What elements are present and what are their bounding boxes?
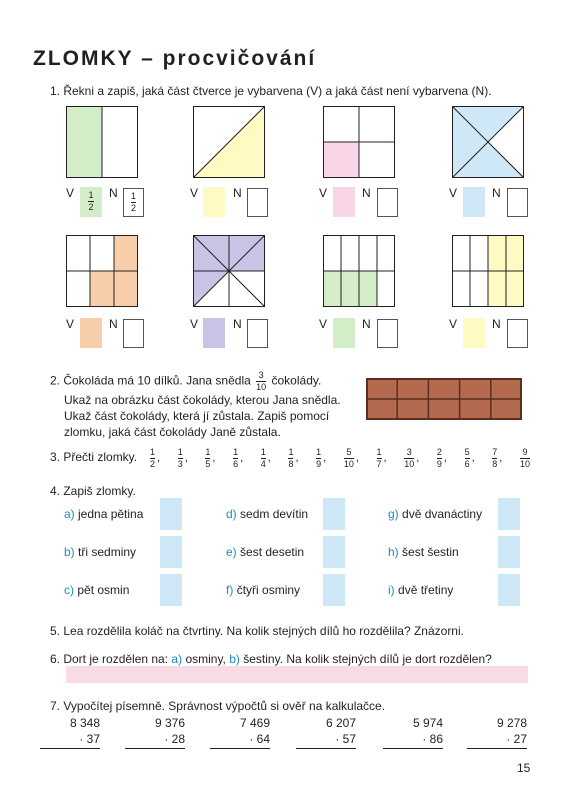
multiplicand: 9 376	[154, 716, 185, 730]
multiplier: · 64	[249, 732, 270, 746]
multiplicand: 8 348	[69, 716, 100, 730]
task2-line1a: 2. Čokoláda má 10 dílků. Jana snědla	[50, 373, 251, 388]
fractions-row	[150, 446, 530, 470]
label-v: V	[319, 186, 328, 200]
fraction-denominator: 8	[492, 458, 498, 469]
label-n: N	[109, 186, 118, 200]
answer-box-empty[interactable]	[247, 188, 268, 217]
fraction-denominator: 10	[404, 458, 415, 469]
task6-text	[50, 651, 492, 667]
comma-separator: ,	[323, 452, 327, 464]
multiplicand: 6 207	[325, 716, 356, 730]
fraction	[404, 448, 414, 469]
item-letter: c)	[64, 583, 74, 597]
fraction-numerator: 1	[376, 446, 382, 457]
comma-separator: ,	[240, 452, 244, 464]
fraction-denominator: 9	[316, 458, 322, 469]
label-n: N	[492, 186, 501, 200]
answer-box[interactable]	[160, 498, 182, 530]
square-eighths-star	[193, 235, 265, 307]
comma-separator: ,	[184, 452, 188, 464]
item-letter: d)	[226, 507, 237, 521]
page-number: 15	[517, 761, 531, 775]
task4-item	[388, 583, 453, 597]
fraction-numerator: 1	[150, 446, 156, 457]
multiplication-problem	[467, 715, 527, 749]
label-v: V	[449, 186, 458, 200]
fraction-denominator: 10	[343, 458, 354, 469]
task6-a-text: osminy,	[185, 652, 226, 666]
comma-separator: ,	[471, 452, 475, 464]
fraction	[377, 448, 382, 469]
comma-separator: ,	[499, 452, 503, 464]
fraction-denominator: 8	[288, 458, 294, 469]
answer-box-colored[interactable]	[463, 318, 485, 348]
fraction-numerator: 3	[406, 446, 412, 457]
answer-box[interactable]	[498, 536, 520, 568]
task6-end: Na kolik stejných dílů je dort rozdělen?	[286, 652, 492, 666]
page-title: ZLOMKY – procvičování	[33, 47, 317, 70]
fraction	[205, 448, 210, 469]
label-n: N	[362, 317, 371, 331]
fraction-numerator: 1	[260, 446, 266, 457]
answer-box-empty[interactable]	[377, 188, 398, 217]
multiplication-problem	[40, 715, 100, 749]
label-n: N	[109, 317, 118, 331]
fraction-numerator: 7	[492, 446, 498, 457]
square-diagonal-quarters	[452, 106, 524, 178]
comma-separator: ,	[212, 452, 216, 464]
label-n: N	[362, 186, 371, 200]
answer-box-empty[interactable]	[377, 319, 398, 348]
result-line	[296, 748, 356, 749]
label-v: V	[190, 186, 199, 200]
answer-box[interactable]	[498, 574, 520, 606]
answer-box-colored[interactable]	[203, 187, 225, 217]
fraction	[288, 448, 293, 469]
result-line	[210, 748, 270, 749]
answer-box-empty[interactable]	[247, 319, 268, 348]
task1-text: 1. Řekni a zapiš, jaká část čtverce je vybarvena (V) a jaká část není vybarvena (N).	[50, 84, 492, 98]
item-text: čtyři osminy	[236, 583, 301, 597]
fraction-numerator: 1	[205, 446, 211, 457]
label-n: N	[233, 186, 242, 200]
multiplicand: 7 469	[239, 716, 270, 730]
fraction-denominator: 4	[260, 458, 266, 469]
item-text: jedna pětina	[78, 507, 144, 521]
fraction-numerator: 1	[177, 446, 183, 457]
fraction-denominator: 6	[464, 458, 470, 469]
label-v: V	[190, 317, 199, 331]
comma-separator: ,	[355, 452, 359, 464]
fraction	[178, 448, 183, 469]
task6-b-text: šestiny.	[243, 652, 284, 666]
label-v: V	[319, 317, 328, 331]
fraction	[150, 448, 155, 469]
fraction	[437, 448, 442, 469]
item-text: dvě dvanáctiny	[402, 507, 483, 521]
comma-separator: ,	[267, 452, 271, 464]
item-letter: e)	[226, 545, 237, 559]
fraction-denominator: 7	[376, 458, 382, 469]
fraction	[233, 448, 238, 469]
task6-b-letter: b)	[229, 652, 240, 666]
task6-start: 6. Dort je rozdělen na:	[50, 652, 169, 666]
task2-line3: Ukaž část čokolády, která jí zůstala. Zapiš pomocí	[64, 409, 330, 423]
item-text: šest desetin	[240, 545, 305, 559]
task2-frac-num: 3	[258, 370, 264, 380]
fraction	[261, 448, 266, 469]
fraction-numerator: 9	[522, 446, 528, 457]
fraction-numerator: 1	[288, 446, 294, 457]
square-sixths	[66, 235, 138, 307]
comma-separator: ,	[443, 452, 447, 464]
item-text: šest šestin	[402, 545, 459, 559]
answer-box-empty[interactable]	[507, 319, 528, 348]
square-quarters	[323, 106, 395, 178]
fraction-denominator: 10	[519, 458, 530, 469]
task2-line1b: čokolády.	[271, 373, 322, 388]
square-halves-vertical	[66, 106, 138, 178]
item-letter: h)	[388, 545, 399, 559]
multiplier: · 37	[79, 732, 100, 746]
task4-item	[64, 507, 143, 521]
answer-line[interactable]	[66, 666, 528, 683]
task4-item	[226, 583, 300, 597]
item-letter: i)	[388, 583, 395, 597]
fraction-numerator: 5	[346, 446, 352, 457]
comma-separator: ,	[383, 452, 387, 464]
multiplier: · 27	[506, 732, 527, 746]
result-line	[40, 748, 100, 749]
label-n: N	[492, 317, 501, 331]
result-line	[383, 748, 443, 749]
task4-text: 4. Zapiš zlomky.	[50, 484, 136, 498]
multiplier: · 86	[422, 732, 443, 746]
item-letter: a)	[64, 507, 75, 521]
fraction-numerator: 2	[436, 446, 442, 457]
answer-box-colored[interactable]	[333, 187, 355, 217]
task4-item	[64, 583, 129, 597]
example-n-den: 2	[130, 203, 136, 213]
answer-box[interactable]	[323, 498, 345, 530]
task4-item	[226, 545, 304, 559]
task4-item	[388, 545, 459, 559]
item-text: pět osmin	[77, 583, 130, 597]
answer-box-colored[interactable]	[80, 187, 102, 217]
multiplication-problem	[210, 715, 270, 749]
fraction-numerator: 5	[464, 446, 470, 457]
label-v: V	[449, 317, 458, 331]
square-eighths-grid	[323, 235, 395, 307]
answer-box-empty[interactable]	[123, 319, 144, 348]
answer-box[interactable]	[160, 574, 182, 606]
task3-text: 3. Přečti zlomky.	[50, 450, 138, 464]
comma-separator: ,	[295, 452, 299, 464]
item-letter: b)	[64, 545, 75, 559]
item-text: dvě třetiny	[398, 583, 454, 597]
fraction-denominator: 2	[150, 458, 156, 469]
answer-box[interactable]	[160, 536, 182, 568]
multiplication-problem	[296, 715, 356, 749]
fraction-numerator: 1	[316, 446, 322, 457]
fraction-denominator: 3	[177, 458, 183, 469]
fraction	[316, 448, 321, 469]
fraction-numerator: 1	[233, 446, 239, 457]
answer-box-colored[interactable]	[80, 318, 102, 348]
task2-line4: zlomku, jaká část čokolády Janě zůstala.	[64, 425, 281, 439]
result-line	[467, 748, 527, 749]
task6-a-letter: a)	[171, 652, 183, 666]
multiplier: · 28	[164, 732, 185, 746]
label-v: V	[66, 186, 75, 200]
task4-item	[64, 545, 136, 559]
multiplier: · 57	[335, 732, 356, 746]
comma-separator: ,	[157, 452, 161, 464]
task4-item	[388, 507, 482, 521]
label-v: V	[66, 317, 75, 331]
answer-box-colored[interactable]	[333, 318, 355, 348]
task7-text: 7. Vypočítej písemně. Správnost výpočtů si ověř na kalkulačce.	[50, 699, 386, 713]
task2-text	[50, 371, 341, 440]
square-halves-diagonal	[193, 106, 265, 178]
task2-line2: Ukaž na obrázku část čokolády, kterou Jana snědla.	[64, 393, 341, 407]
comma-separator: ,	[416, 452, 420, 464]
fraction	[520, 448, 530, 469]
fraction	[465, 448, 470, 469]
fraction-denominator: 5	[205, 458, 211, 469]
fraction	[344, 448, 354, 469]
example-v-num: 1	[88, 190, 94, 200]
label-n: N	[233, 317, 242, 331]
answer-box-empty[interactable]	[507, 188, 528, 217]
answer-box-colored[interactable]	[463, 187, 485, 217]
answer-box-empty[interactable]	[123, 188, 144, 217]
example-v-den: 2	[88, 202, 94, 212]
result-line	[125, 748, 185, 749]
multiplication-problem	[383, 715, 443, 749]
task5-text: 5. Lea rozdělila koláč na čtvrtiny. Na kolik stejných dílů ho rozdělila? Znázorni.	[50, 624, 464, 638]
multiplicand: 9 278	[496, 716, 527, 730]
task2-frac-den: 10	[256, 382, 267, 392]
item-letter: g)	[388, 507, 399, 521]
example-n-num: 1	[130, 191, 136, 201]
square-eighths-grid-yellow	[452, 235, 524, 307]
answer-box[interactable]	[323, 536, 345, 568]
multiplication-problem	[125, 715, 185, 749]
item-text: tři sedminy	[78, 545, 137, 559]
item-letter: f)	[226, 583, 234, 597]
answer-box-colored[interactable]	[203, 318, 225, 348]
fraction-denominator: 6	[233, 458, 239, 469]
answer-box[interactable]	[498, 498, 520, 530]
answer-box[interactable]	[323, 574, 345, 606]
fraction-denominator: 9	[436, 458, 442, 469]
chocolate-bar[interactable]	[366, 378, 522, 425]
item-text: sedm devítin	[240, 507, 309, 521]
task4-item	[226, 507, 308, 521]
fraction	[492, 448, 497, 469]
multiplicand: 5 974	[412, 716, 443, 730]
